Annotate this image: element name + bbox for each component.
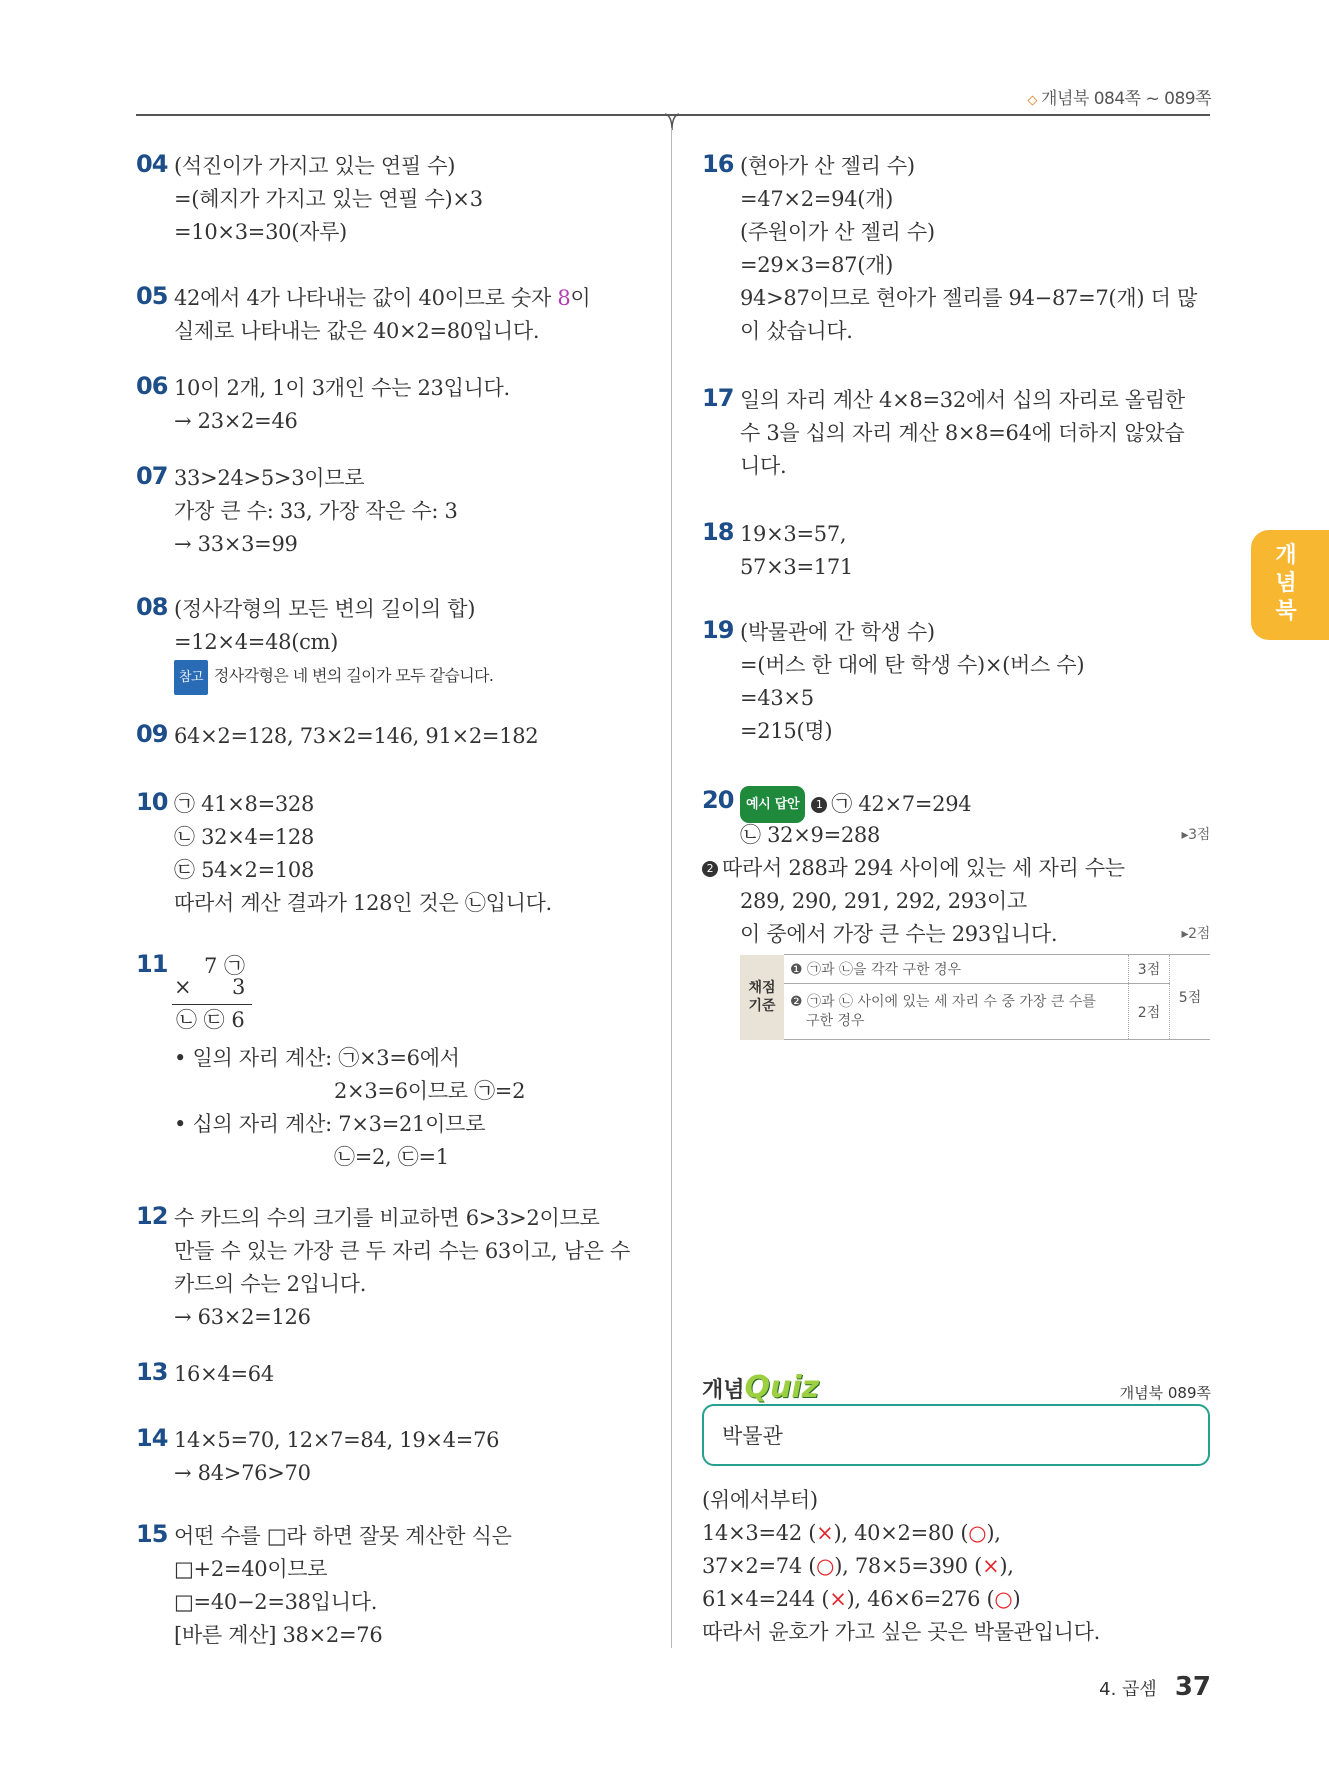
reference-note (174, 659, 656, 692)
quiz-prefix: 개념 (702, 1378, 745, 1403)
problem-13 (136, 1358, 656, 1391)
problem-number: 06 (136, 372, 168, 400)
circled-letter: ㉡ (174, 825, 195, 849)
quiz-explanation (702, 1484, 1100, 1649)
note-text: 정사각형은 네 변의 길이가 모두 같습니다. (213, 666, 494, 685)
text-line (174, 821, 656, 854)
problem-number: 20 (702, 786, 734, 814)
text-line: 따라서 윤호가 가고 싶은 곳은 박물관입니다. (702, 1620, 1100, 1644)
problem-08 (136, 593, 656, 692)
grading-row-2: ❷ ㉠과 ㉡ 사이에 있는 세 자리 수 중 가장 큰 수를 구한 경우 (784, 984, 1129, 1040)
text-line: 수 3을 십의 자리 계산 8×8=64에 더하지 않았습 (740, 421, 1185, 445)
text-span: 32×9=288 (767, 823, 881, 847)
problem-07 (136, 462, 656, 561)
grading-points-1: 3점 (1129, 955, 1170, 984)
problem-12 (136, 1202, 656, 1334)
text-line: 16×4=64 (174, 1362, 274, 1386)
x-mark: × (982, 1554, 1000, 1578)
problem-16 (702, 150, 1210, 348)
problem-number: 12 (136, 1202, 168, 1230)
problem-11 (136, 950, 656, 1169)
text-span: 이 중에서 가장 큰 수는 293입니다. (740, 922, 1058, 946)
text-line: 64×2=128, 73×2=146, 91×2=182 (174, 724, 539, 748)
text-line: → 63×2=126 (174, 1305, 311, 1329)
text-line: 94>87이므로 현아가 젤리를 94−87=7(개) 더 많 (740, 286, 1197, 310)
problem-15 (136, 1520, 656, 1652)
text-line: =47×2=94(개) (740, 187, 893, 211)
text-line: 니다. (740, 454, 787, 478)
text-line (174, 788, 656, 821)
text-line: 37×2=74 (○), 78×5=390 (×), (702, 1554, 1014, 1578)
text-line: =12×4=48(cm) (174, 630, 339, 654)
text-line: =29×3=87(개) (740, 253, 893, 277)
text-line: □+2=40이므로 (174, 1557, 328, 1581)
quiz-word: Quiz (744, 1370, 820, 1405)
problem-19 (702, 616, 1210, 748)
grading-criteria-table (740, 954, 1210, 1040)
quiz-reference: 개념북 089쪽 (1119, 1384, 1211, 1402)
page-footer (1099, 1672, 1211, 1702)
mult-result: ㉡ ㉢ 6 (176, 1008, 245, 1032)
circled-letter: ㉠ (831, 792, 852, 816)
text-line: =43×5 (740, 686, 814, 710)
x-mark: × (829, 1587, 847, 1611)
text-line: 2×3=6이므로 ㉠=2 (334, 1079, 526, 1103)
text-line: • 일의 자리 계산: ㉠×3=6에서 (174, 1046, 460, 1070)
text-line: (현아가 산 젤리 수) (740, 154, 915, 178)
text-line: ㉡=2, ㉢=1 (334, 1145, 449, 1169)
text-line: 일의 자리 계산 4×8=32에서 십의 자리로 올림한 (740, 388, 1185, 412)
problem-number: 19 (702, 616, 734, 644)
reference-tag: 참고 (174, 660, 208, 695)
problem-number: 07 (136, 462, 168, 490)
text-line (702, 852, 1210, 885)
text-line: (석진이가 가지고 있는 연필 수) (174, 154, 456, 178)
text-span: 42×7=294 (858, 792, 972, 816)
problem-number: 05 (136, 282, 168, 310)
problem-04 (136, 150, 656, 249)
text-line: (주원이가 산 젤리 수) (740, 220, 935, 244)
text-line: 어떤 수를 □라 하면 잘못 계산한 식은 (174, 1524, 512, 1548)
example-answer-tag: 예시 답안 (740, 786, 805, 823)
text-line: → 84>76>70 (174, 1461, 311, 1485)
text-line: =215(명) (740, 719, 833, 743)
grading-row-1: ❶ ㉠과 ㉡을 각각 구한 경우 (784, 955, 1129, 984)
grading-total: 5점 (1170, 955, 1211, 1040)
text-line: → 33×3=99 (174, 532, 298, 556)
text-line: 33>24>5>3이므로 (174, 466, 365, 490)
text-line: 카드의 수는 2입니다. (174, 1272, 367, 1296)
problem-10 (136, 788, 656, 920)
problem-17 (702, 384, 1210, 483)
text-span: 42에서 4가 나타내는 값이 40이므로 숫자 (174, 286, 558, 310)
problem-06 (136, 372, 656, 438)
problem-14 (136, 1424, 656, 1490)
column-divider (671, 128, 672, 1648)
problem-number: 11 (136, 950, 168, 978)
text-line: 14×3=42 (×), 40×2=80 (○), (702, 1521, 1001, 1545)
circled-letter: ㉠ (174, 792, 195, 816)
problem-number: 18 (702, 518, 734, 546)
text-line: 14×5=70, 12×7=84, 19×4=76 (174, 1428, 500, 1452)
points-label: ▸3점 (1181, 827, 1210, 843)
problem-18 (702, 518, 1210, 584)
problem-number: 13 (136, 1358, 168, 1386)
problem-20 (702, 786, 1210, 951)
text-line: [바른 계산] 38×2=76 (174, 1623, 383, 1647)
points-label: ▸2점 (1181, 926, 1210, 942)
text-line: 수 카드의 수의 크기를 비교하면 6>3>2이므로 (174, 1206, 600, 1230)
problem-number: 14 (136, 1424, 168, 1452)
quiz-answer-box (702, 1404, 1210, 1466)
circled-letter: ㉢ (174, 858, 195, 882)
problem-number: 15 (136, 1520, 168, 1548)
o-mark: ○ (994, 1587, 1013, 1611)
x-mark: × (816, 1521, 834, 1545)
side-tab-label: 개념북 (1275, 543, 1297, 624)
text-line: 57×3=171 (740, 555, 853, 579)
text-line: 61×4=244 (×), 46×6=276 (○) (702, 1587, 1021, 1611)
text-line (740, 819, 1210, 852)
o-mark: ○ (968, 1521, 987, 1545)
text-line: □=40−2=38입니다. (174, 1590, 378, 1614)
problem-number: 08 (136, 593, 168, 621)
step-2-badge: 2 (702, 861, 718, 877)
text-line: 289, 290, 291, 292, 293이고 (740, 889, 1027, 913)
text-line: (정사각형의 모든 변의 길이의 합) (174, 597, 476, 621)
text-line: =(버스 한 대에 탄 학생 수)×(버스 수) (740, 653, 1085, 677)
text-line: 이 샀습니다. (740, 319, 853, 343)
text-line: • 십의 자리 계산: 7×3=21이므로 (174, 1112, 486, 1136)
text-span: 54×2=108 (201, 858, 315, 882)
text-line: (위에서부터) (702, 1488, 818, 1512)
mult-row-2: 3 (232, 975, 246, 999)
text-line: (박물관에 간 학생 수) (740, 620, 935, 644)
text-line: =10×3=30(자루) (174, 220, 347, 244)
page-number: 37 (1174, 1672, 1211, 1702)
mult-row-1: 7 ㉠ (204, 954, 246, 978)
problem-05 (136, 282, 656, 348)
header-ref-text: 개념북 084쪽 ~ 089쪽 (1041, 89, 1211, 109)
text-span: 따라서 288과 294 사이에 있는 세 자리 수는 (722, 856, 1125, 880)
problem-number: 10 (136, 788, 168, 816)
side-tab (1251, 530, 1329, 640)
problem-number: 04 (136, 150, 168, 178)
step-1-badge: 1 (811, 797, 827, 813)
text-line: → 23×2=46 (174, 409, 298, 433)
problem-number: 16 (702, 150, 734, 178)
grading-points-2: 2점 (1129, 984, 1170, 1040)
text-line: 10이 2개, 1이 3개인 수는 23입니다. (174, 376, 510, 400)
text-line (174, 854, 656, 887)
grading-label: 채점 기준 (740, 955, 784, 1040)
problem-number: 09 (136, 720, 168, 748)
quiz-answer: 박물관 (722, 1424, 783, 1448)
problem-09 (136, 720, 656, 753)
problem-number: 17 (702, 384, 734, 412)
text-line (174, 282, 656, 315)
circled-letter: ㉡ (740, 823, 761, 847)
text-line: =(혜지가 가지고 있는 연필 수)×3 (174, 187, 483, 211)
mult-sign: × (174, 975, 192, 999)
diamond-icon: ◇ (1027, 93, 1038, 108)
highlight-digit: 8 (557, 286, 571, 310)
text-line: 가장 큰 수: 33, 가장 작은 수: 3 (174, 499, 458, 523)
text-line: 실제로 나타내는 값은 40×2=80입니다. (174, 319, 540, 343)
quiz-title (702, 1370, 819, 1405)
text-line: 19×3=57, (740, 522, 847, 546)
text-span: 32×4=128 (201, 825, 315, 849)
header-reference (1028, 84, 1211, 109)
text-line: 만들 수 있는 가장 큰 두 자리 수는 63이고, 남은 수 (174, 1239, 630, 1263)
text-span: 41×8=328 (201, 792, 315, 816)
text-line (740, 786, 1210, 819)
column-divider-notch (665, 112, 679, 130)
o-mark: ○ (816, 1554, 835, 1578)
text-line (740, 918, 1210, 951)
chapter-label: 4. 곱셈 (1099, 1679, 1157, 1700)
text-line: 따라서 계산 결과가 128인 것은 ㉡입니다. (174, 891, 552, 915)
text-span: 이 (570, 286, 591, 310)
